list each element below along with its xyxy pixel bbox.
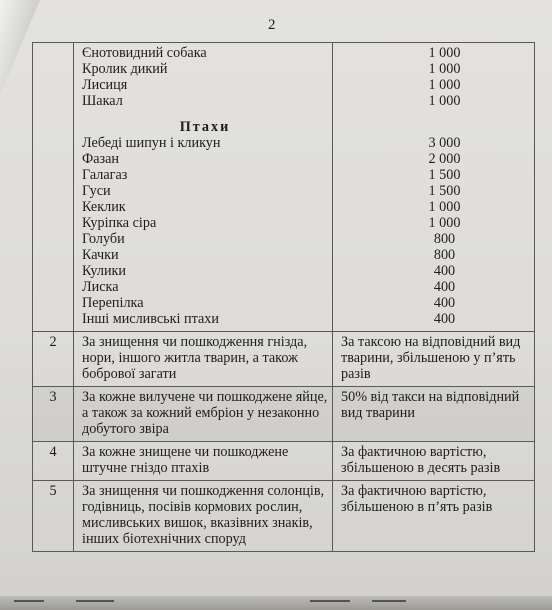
species-name: Кролик дикий (82, 61, 168, 77)
table-row (33, 332, 535, 387)
species-rate: 1 000 (428, 45, 461, 61)
row-number: 2 (33, 332, 74, 387)
table-row (33, 387, 535, 442)
species-rate: 400 (433, 263, 456, 279)
species-rate: 3 000 (428, 135, 461, 151)
species-rate: 800 (433, 231, 456, 247)
species-name: Шакал (82, 93, 123, 109)
row-description: За кожне вилучене чи пошкоджене яйце, а також за кожний ембріон у незаконно добутого звіра (74, 387, 333, 442)
species-name: Кулики (82, 263, 127, 279)
table-row (33, 481, 535, 552)
rates-table (32, 42, 535, 552)
species-name: Лисиця (82, 77, 128, 93)
table-row (33, 43, 535, 332)
row-number: 4 (33, 442, 74, 481)
species-name: Лебеді шипун і кликун (82, 135, 221, 151)
species-name: Єнотовидний собака (82, 45, 207, 61)
row-rate: За таксою на відповідний вид тварини, збільшеною у п’ять разів (333, 332, 535, 387)
species-name: Інші мисливські птахи (82, 311, 219, 327)
species-rate: 1 500 (428, 167, 461, 183)
row-number: 3 (33, 387, 74, 442)
rates-cell (333, 43, 535, 332)
table-row (33, 442, 535, 481)
row-rate: За фактичною вартістю, збільшеною в десять разів (333, 442, 535, 481)
row-rate: 50% від такси на відповідний вид тварини (333, 387, 535, 442)
species-name: Кеклик (82, 199, 126, 215)
species-rate: 1 000 (428, 93, 461, 109)
species-rate: 1 000 (428, 215, 461, 231)
next-page-fold (0, 596, 552, 610)
row-number-cell (33, 43, 74, 332)
row-description: За знищення чи пошкодження солонців, годівниць, посівів кормових рослин, мисливських вишок, вказівних знаків, інших біотехнічних споруд (74, 481, 333, 552)
species-name: Перепілка (82, 295, 144, 311)
row-number: 5 (33, 481, 74, 552)
species-name: Куріпка сіра (82, 215, 157, 231)
birds-heading: Птахи (179, 119, 231, 135)
species-rate: 800 (433, 247, 456, 263)
species-cell (74, 43, 333, 332)
species-name: Голуби (82, 231, 125, 247)
page-number: 2 (268, 17, 276, 33)
species-name: Гуси (82, 183, 111, 199)
species-name: Галагаз (82, 167, 128, 183)
row-rate: За фактичною вартістю, збільшеною в п’ять разів (333, 481, 535, 552)
species-rate: 400 (433, 295, 456, 311)
species-rate: 400 (433, 311, 456, 327)
species-rate: 1 500 (428, 183, 461, 199)
species-rate: 1 000 (428, 77, 461, 93)
species-name: Качки (82, 247, 119, 263)
species-name: Фазан (82, 151, 119, 167)
row-description: За знищення чи пошкодження гнізда, нори, іншого житла тварин, а також бобрової загати (74, 332, 333, 387)
species-rate: 1 000 (428, 61, 461, 77)
species-rate: 400 (433, 279, 456, 295)
species-rate: 2 000 (428, 151, 461, 167)
row-description: За кожне знищене чи пошкоджене штучне гніздо птахів (74, 442, 333, 481)
species-rate: 1 000 (428, 199, 461, 215)
species-name: Лиска (82, 279, 119, 295)
